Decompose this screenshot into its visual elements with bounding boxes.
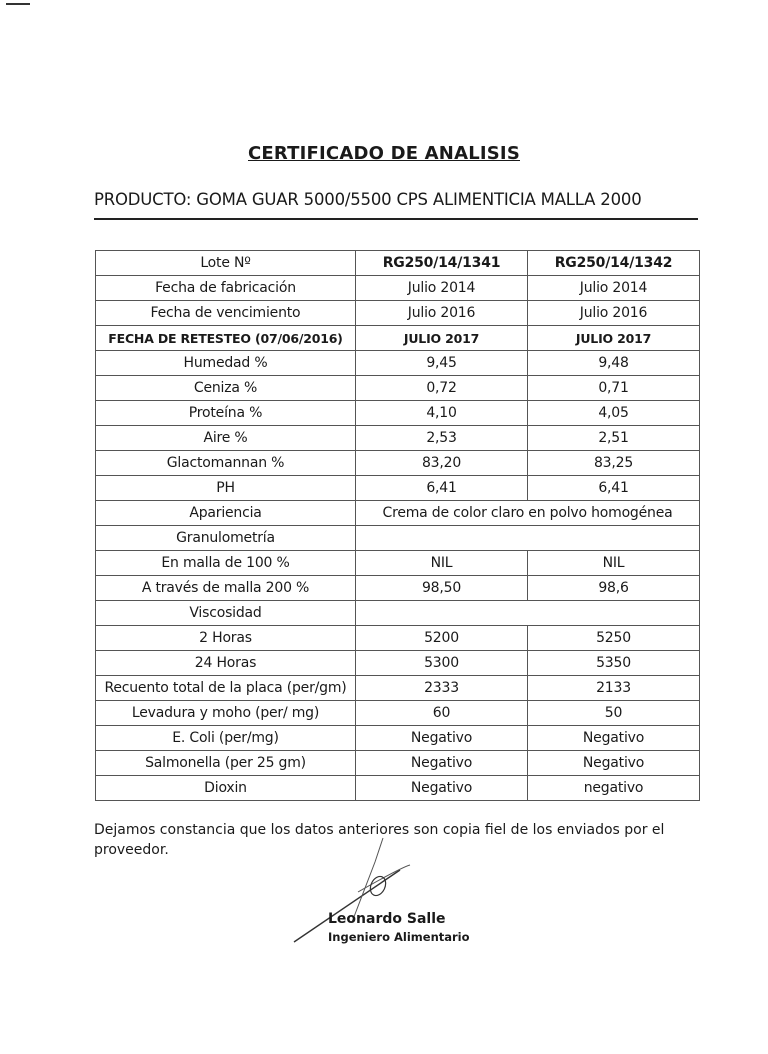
table-row	[96, 776, 700, 801]
lot-1-value: 9,45	[356, 351, 528, 376]
lot-2-value: NIL	[528, 551, 700, 576]
lot-1-value: 5300	[356, 651, 528, 676]
table-row	[96, 626, 700, 651]
lot-1-value: Julio 2016	[356, 301, 528, 326]
row-label: Proteína %	[96, 401, 356, 426]
lot-1-value: 0,72	[356, 376, 528, 401]
lot-1-value: 2333	[356, 676, 528, 701]
row-label: Apariencia	[96, 501, 356, 526]
lot-1-value: JULIO 2017	[356, 326, 528, 351]
table-row	[96, 651, 700, 676]
document-title: CERTIFICADO DE ANALISIS	[248, 143, 520, 164]
table-row	[96, 701, 700, 726]
table-row	[96, 551, 700, 576]
lot-1-value: 83,20	[356, 451, 528, 476]
lot-1-value: Negativo	[356, 726, 528, 751]
lot-1-value: 98,50	[356, 576, 528, 601]
merged-value	[356, 601, 700, 626]
divider	[94, 218, 698, 220]
table-header-row	[96, 251, 700, 276]
lot-1-value: 4,10	[356, 401, 528, 426]
lot-1-value: 6,41	[356, 476, 528, 501]
table-row	[96, 726, 700, 751]
row-label: Recuento total de la placa (per/gm)	[96, 676, 356, 701]
row-label: Ceniza %	[96, 376, 356, 401]
table-row	[96, 301, 700, 326]
header-label: Lote Nº	[96, 251, 356, 276]
table-row	[96, 426, 700, 451]
row-label: Levadura y moho (per/ mg)	[96, 701, 356, 726]
lot-2-value: 4,05	[528, 401, 700, 426]
table-row	[96, 376, 700, 401]
lot-2-value: 83,25	[528, 451, 700, 476]
lot-2-header: RG250/14/1342	[528, 251, 700, 276]
signer-name: Leonardo Salle	[328, 911, 446, 927]
row-label: Glactomannan %	[96, 451, 356, 476]
row-label: Salmonella (per 25 gm)	[96, 751, 356, 776]
table-row	[96, 751, 700, 776]
analysis-table	[95, 250, 700, 801]
table-row	[96, 451, 700, 476]
table-row	[96, 576, 700, 601]
lot-2-value: Julio 2014	[528, 276, 700, 301]
table-row	[96, 501, 700, 526]
table-row	[96, 601, 700, 626]
lot-2-value: 5250	[528, 626, 700, 651]
row-label: Aire %	[96, 426, 356, 451]
row-label: E. Coli (per/mg)	[96, 726, 356, 751]
table-row	[96, 276, 700, 301]
row-label: Fecha de vencimiento	[96, 301, 356, 326]
lot-1-value: Julio 2014	[356, 276, 528, 301]
lot-2-value: 50	[528, 701, 700, 726]
lot-2-value: 0,71	[528, 376, 700, 401]
lot-2-value: Julio 2016	[528, 301, 700, 326]
signer-role: Ingeniero Alimentario	[328, 930, 470, 944]
lot-2-value: Negativo	[528, 726, 700, 751]
scan-corner-mark	[6, 3, 30, 5]
row-label: FECHA DE RETESTEO (07/06/2016)	[96, 326, 356, 351]
table-row	[96, 326, 700, 351]
footer-note: Dejamos constancia que los datos anteriores son copia fiel de los enviados por el proveedor.	[94, 822, 665, 858]
lot-2-value: 5350	[528, 651, 700, 676]
row-label: Dioxin	[96, 776, 356, 801]
lot-1-value: Negativo	[356, 776, 528, 801]
lot-1-value: 5200	[356, 626, 528, 651]
merged-value	[356, 526, 700, 551]
lot-2-value: negativo	[528, 776, 700, 801]
table-row	[96, 476, 700, 501]
lot-1-value: 60	[356, 701, 528, 726]
row-label: A través de malla 200 %	[96, 576, 356, 601]
lot-1-header: RG250/14/1341	[356, 251, 528, 276]
product-line: PRODUCTO: GOMA GUAR 5000/5500 CPS ALIMENTICIA MALLA 2000	[94, 190, 642, 209]
row-label: Humedad %	[96, 351, 356, 376]
row-label: PH	[96, 476, 356, 501]
lot-1-value: NIL	[356, 551, 528, 576]
row-label: 24 Horas	[96, 651, 356, 676]
merged-value: Crema de color claro en polvo homogénea	[356, 501, 700, 526]
lot-1-value: Negativo	[356, 751, 528, 776]
table-row	[96, 401, 700, 426]
lot-2-value: 2133	[528, 676, 700, 701]
row-label: 2 Horas	[96, 626, 356, 651]
lot-1-value: 2,53	[356, 426, 528, 451]
row-label: Fecha de fabricación	[96, 276, 356, 301]
table-row	[96, 676, 700, 701]
lot-2-value: 9,48	[528, 351, 700, 376]
lot-2-value: Negativo	[528, 751, 700, 776]
lot-2-value: JULIO 2017	[528, 326, 700, 351]
table-row	[96, 351, 700, 376]
row-label: Granulometría	[96, 526, 356, 551]
row-label: En malla de 100 %	[96, 551, 356, 576]
lot-2-value: 98,6	[528, 576, 700, 601]
table-row	[96, 526, 700, 551]
row-label: Viscosidad	[96, 601, 356, 626]
lot-2-value: 6,41	[528, 476, 700, 501]
lot-2-value: 2,51	[528, 426, 700, 451]
